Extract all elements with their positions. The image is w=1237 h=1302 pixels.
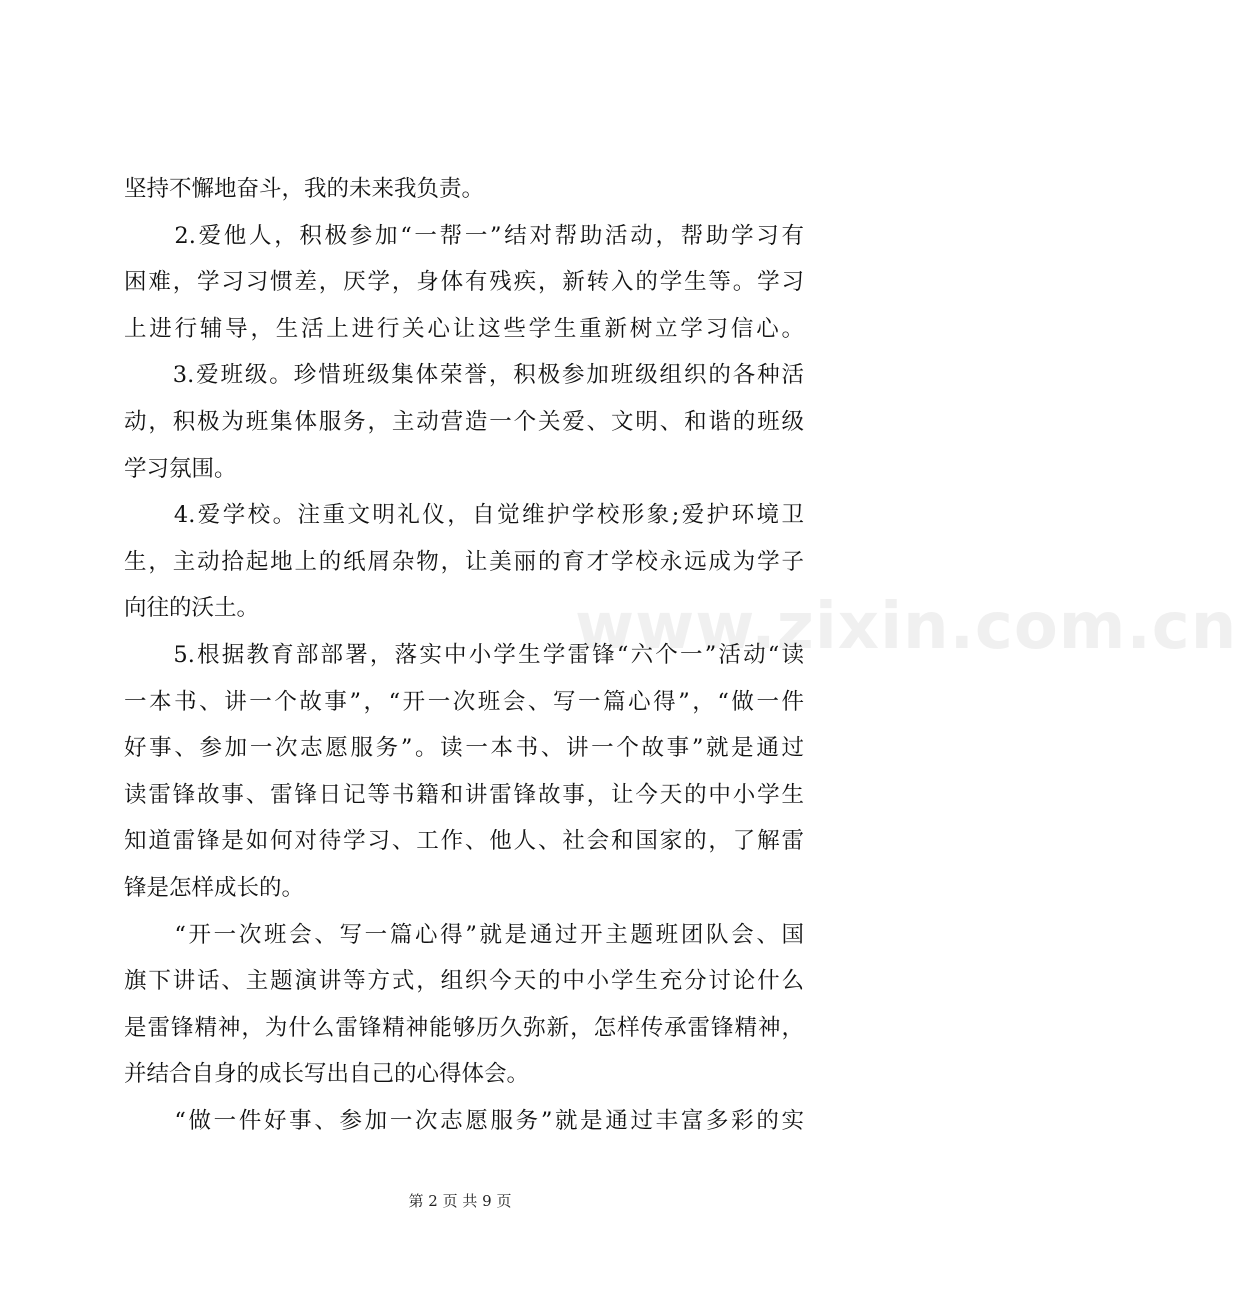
text-line: 读雷锋故事、雷锋日记等书籍和讲雷锋故事，让今天的中小学生 [124, 781, 804, 808]
text-line: 2.爱他人，积极参加“一帮一”结对帮助活动，帮助学习有 [124, 222, 804, 249]
text-line: 知道雷锋是如何对待学习、工作、他人、社会和国家的，了解雷 [124, 828, 804, 855]
watermark: www.zixin.com.cn [575, 590, 1237, 664]
page-number: 第 2 页 共 9 页 [408, 1192, 512, 1210]
text-line: 并结合自身的成长写出自己的心得体会。 [124, 1061, 530, 1088]
text-line: 一本书、讲一个故事”，“开一次班会、写一篇心得”，“做一件 [124, 688, 804, 715]
text-line: 5.根据教育部部署，落实中小学生学雷锋“六个一”活动“读 [124, 641, 804, 668]
text-line: “开一次班会、写一篇心得”就是通过开主题班团队会、国 [124, 921, 804, 948]
text-line: 3.爱班级。珍惜班级集体荣誉，积极参加班级组织的各种活 [124, 362, 804, 389]
text-line: 生，主动拾起地上的纸屑杂物，让美丽的育才学校永远成为学子 [124, 548, 804, 575]
text-line: 是雷锋精神，为什么雷锋精神能够历久弥新，怎样传承雷锋精神， [124, 1014, 804, 1041]
text-line: 好事、参加一次志愿服务”。读一本书、讲一个故事”就是通过 [124, 735, 804, 762]
text-line: 动，积极为班集体服务，主动营造一个关爱、文明、和谐的班级 [124, 408, 804, 435]
text-line: 4.爱学校。注重文明礼仪，自觉维护学校形象;爱护环境卫 [124, 502, 804, 529]
text-line: 向往的沃土。 [124, 595, 260, 622]
text-line: 学习氛围。 [124, 455, 237, 482]
text-line: 上进行辅导，生活上进行关心让这些学生重新树立学习信心。 [124, 315, 804, 342]
text-line: 旗下讲话、主题演讲等方式，组织今天的中小学生充分讨论什么 [124, 968, 804, 995]
text-line: “做一件好事、参加一次志愿服务”就是通过丰富多彩的实 [124, 1107, 804, 1134]
text-line: 困难，学习习惯差，厌学，身体有残疾，新转入的学生等。学习 [124, 269, 804, 296]
text-line: 锋是怎样成长的。 [124, 874, 305, 901]
text-line: 坚持不懈地奋斗，我的未来我负责。 [124, 176, 485, 202]
document-body [124, 166, 804, 1144]
